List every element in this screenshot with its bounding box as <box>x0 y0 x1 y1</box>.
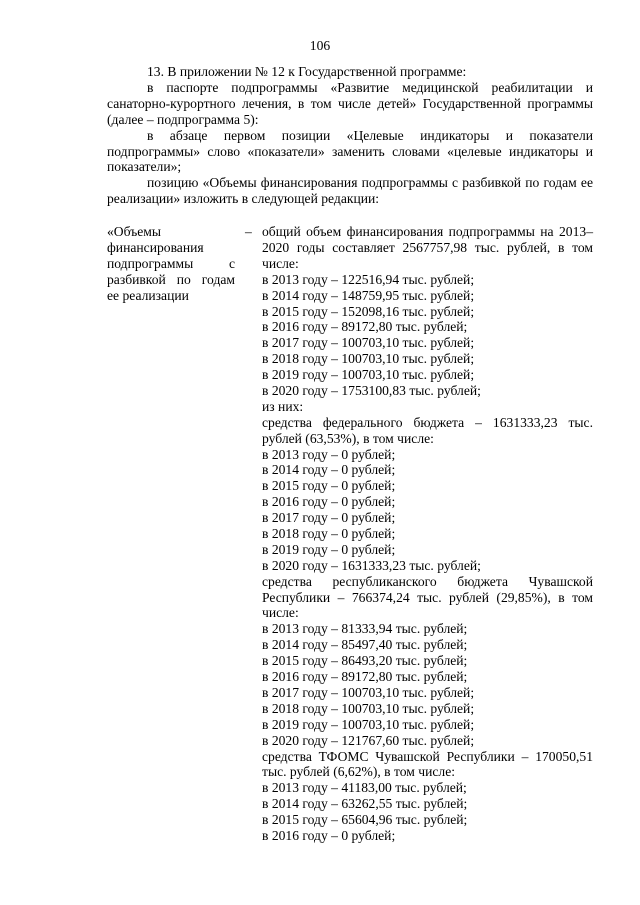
total-year-item: в 2019 году – 100703,10 тыс. рублей; <box>262 367 475 383</box>
federal-year-item: в 2013 году – 0 рублей; <box>262 446 396 462</box>
republican-year-item: в 2013 году – 81333,94 тыс. рублей; <box>262 621 468 637</box>
federal-year-item: в 2015 году – 0 рублей; <box>262 478 396 494</box>
republican-year-item: в 2020 году – 121767,60 тыс. рублей; <box>262 732 475 748</box>
tfoms-year-item: в 2013 году – 41183,00 тыс. рублей; <box>262 780 467 796</box>
total-year-item: в 2017 году – 100703,10 тыс. рублей; <box>262 335 475 351</box>
total-year-item: в 2018 году – 100703,10 тыс. рублей; <box>262 351 475 367</box>
total-year-item: в 2015 году – 152098,16 тыс. рублей; <box>262 303 475 319</box>
tfoms-year-item: в 2015 году – 65604,96 тыс. рублей; <box>262 812 468 828</box>
intro-paragraph: 13. В приложении № 12 к Государственной программе: <box>147 64 467 79</box>
federal-budget: средства федерального бюджета – 1631333,23 тыс. рублей (63,53%), в том числе: <box>262 414 593 446</box>
federal-year-item: в 2019 году – 0 рублей; <box>262 541 396 557</box>
total-year-item: в 2013 году – 122516,94 тыс. рублей; <box>262 271 475 287</box>
financing-details <box>262 224 593 844</box>
federal-year-item: в 2020 году – 1631333,23 тыс. рублей; <box>262 557 481 573</box>
republican-year-item: в 2017 году – 100703,10 тыс. рублей; <box>262 684 475 700</box>
republican-year-item: в 2015 году – 86493,20 тыс. рублей; <box>262 653 468 669</box>
of-them-label: из них: <box>262 398 304 414</box>
total-year-item: в 2014 году – 148759,95 тыс. рублей; <box>262 287 475 303</box>
tfoms-budget: средства ТФОМС Чувашской Республики – 170050,51 тыс. рублей (6,62%), в том числе: <box>262 748 593 780</box>
total-year-item: в 2020 году – 1753100,83 тыс. рублей; <box>262 382 481 398</box>
intro-text <box>107 64 593 207</box>
federal-year-item: в 2016 году – 0 рублей; <box>262 494 396 510</box>
tfoms-year-item: в 2016 году – 0 рублей; <box>262 828 396 843</box>
financing-label: «Объемы финансирования подпрограммы с разбивкой по годам ее реализации <box>107 224 235 303</box>
intro-paragraph: позицию «Объемы финансирования подпрограммы с разбивкой по годам ее реализации» изложить в следующей редакции: <box>107 175 593 207</box>
intro-paragraph: в паспорте подпрограммы «Развитие медицинской реабилитации и санаторно-курортного лечения, в том числе детей» Государственной программы (далее – подпрограмма 5): <box>107 79 593 127</box>
intro-paragraph: в абзаце первом позиции «Целевые индикаторы и показатели подпрограммы» слово «показатели» заменить словами «целевые индикаторы и показатели»; <box>107 127 593 175</box>
total-year-item: в 2016 году – 89172,80 тыс. рублей; <box>262 319 468 335</box>
republican-year-item: в 2016 году – 89172,80 тыс. рублей; <box>262 669 468 685</box>
republican-budget: средства республиканского бюджета Чувашской Республики – 766374,24 тыс. рублей (29,85%), в том числе: <box>262 573 593 621</box>
republican-year-item: в 2018 году – 100703,10 тыс. рублей; <box>262 700 475 716</box>
tfoms-year-item: в 2014 году – 63262,55 тыс. рублей; <box>262 796 468 812</box>
total-financing: общий объем финансирования подпрограммы на 2013–2020 годы составляет 2567757,98 тыс. рублей, в том числе: <box>262 224 593 271</box>
federal-year-item: в 2017 году – 0 рублей; <box>262 510 396 526</box>
federal-year-item: в 2018 году – 0 рублей; <box>262 526 396 541</box>
republican-year-item: в 2014 году – 85497,40 тыс. рублей; <box>262 637 468 653</box>
page-number: 106 <box>309 38 331 53</box>
republican-year-item: в 2019 году – 100703,10 тыс. рублей; <box>262 716 475 732</box>
federal-year-item: в 2014 году – 0 рублей; <box>262 462 396 478</box>
label-dash: – <box>245 224 252 239</box>
